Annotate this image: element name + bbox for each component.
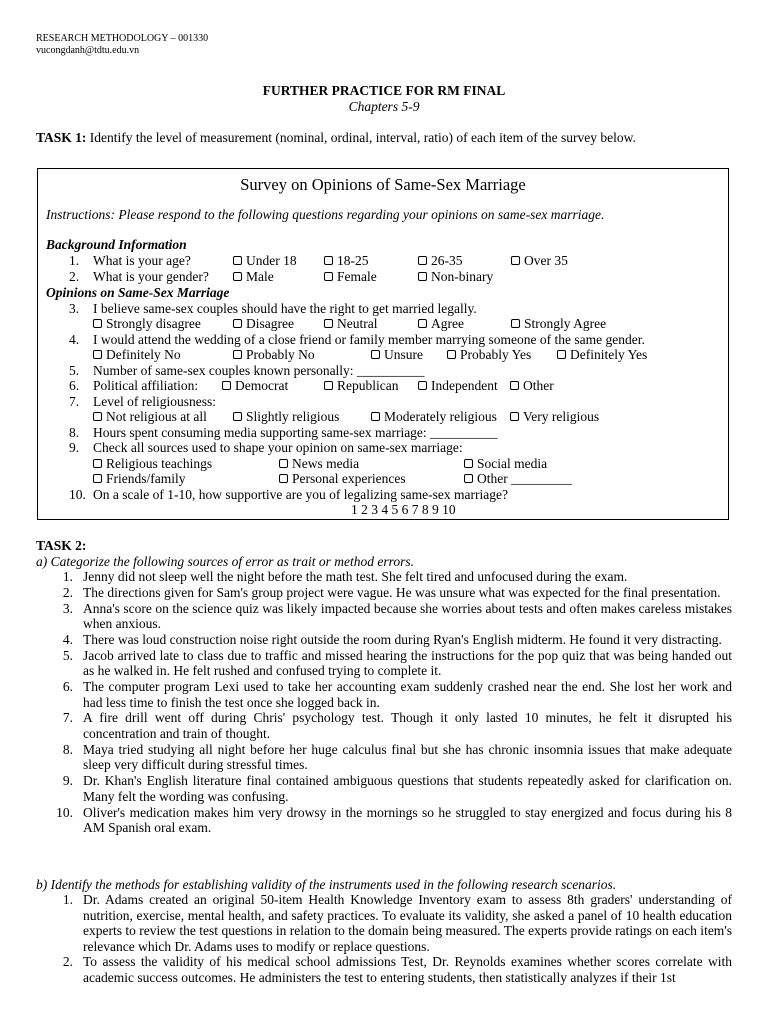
q2-option-label: Female [337, 269, 377, 284]
q9-option-label: Other _________ [477, 471, 572, 486]
q7-number: 7. [69, 394, 80, 409]
checkbox-icon [324, 272, 333, 281]
checkbox-icon [233, 272, 242, 281]
task2-part-b-heading: b) Identify the methods for establishing validity of the instruments used in the following research scenarios. [36, 877, 617, 892]
q1-text: What is your age? [93, 253, 191, 268]
q9-option-label: Personal experiences [292, 471, 406, 486]
list-item-text: Jenny did not sleep well the night before the math test. She felt tired and unfocused during the exam. [83, 569, 628, 584]
q4-option-label: Probably No [246, 347, 315, 362]
task1-instruction [36, 129, 636, 146]
list-item-text: Oliver's medication makes him very drowsy in the mornings so he struggled to stay energized and focus during his 8 AM Spanish oral exam. [83, 804, 732, 836]
q9-option-6[interactable] [464, 471, 572, 487]
q7-option-4[interactable] [510, 409, 599, 425]
q1-option-4[interactable] [511, 253, 568, 269]
q9-option-label: Religious teachings [106, 456, 213, 471]
q3-number: 3. [69, 301, 80, 316]
q7-option-1[interactable] [93, 409, 207, 425]
q3-option-label: Agree [431, 316, 464, 331]
list-item: 2. The directions given for Sam's group project were vague. He was unsure what was expected for the final presentation. [62, 584, 721, 600]
q2-option-label: Male [246, 269, 274, 284]
checkbox-icon [510, 412, 519, 421]
checkbox-icon [418, 256, 427, 265]
q3-option-2[interactable] [233, 316, 294, 332]
list-item: 3. Anna's score on the science quiz was likely impacted because she worries about tests and often makes careless mistakes when anxious. [62, 600, 732, 632]
q2-number: 2. [69, 269, 80, 284]
q7-option-label: Very religious [523, 409, 600, 424]
checkbox-icon [93, 412, 102, 421]
q3-option-4[interactable] [418, 316, 464, 332]
checkbox-icon [557, 350, 566, 359]
q6-option-label: Democrat [235, 378, 289, 393]
list-item-text: Anna's score on the science quiz was likely impacted because she worries about tests and often makes careless mistakes when anxious. [83, 600, 732, 632]
checkbox-icon [324, 381, 333, 390]
checkbox-icon [222, 381, 231, 390]
list-item: 7. A fire drill went off during Chris' psychology test. Though it only lasted 10 minutes, he felt it disrupted his concentration and train of thought. [62, 710, 732, 742]
part-a-list [36, 569, 732, 836]
document-subtitle: Chapters 5-9 [348, 99, 420, 114]
checkbox-icon [511, 319, 520, 328]
q9-number: 9. [69, 440, 80, 455]
survey-instructions [46, 207, 604, 223]
checkbox-icon [464, 474, 473, 483]
q2-option-3[interactable] [418, 269, 493, 285]
q5-number: 5. [69, 363, 80, 378]
q9-option-2[interactable] [279, 456, 359, 472]
q3-option-label: Neutral [337, 316, 378, 331]
list-item: 9. Dr. Khan's English literature final contained ambiguous questions that students repeatedly asked for clarification on. Many felt the wording was confusing. [62, 773, 732, 804]
checkbox-icon [371, 350, 380, 359]
q10-text: On a scale of 1-10, how supportive are you of legalizing same-sex marriage? [93, 487, 508, 502]
q4-option-2[interactable] [233, 347, 315, 363]
q9-option-label: News media [292, 456, 360, 471]
q9-option-4[interactable] [93, 471, 186, 487]
q6-option-3[interactable] [418, 378, 498, 394]
checkbox-icon [371, 412, 380, 421]
survey-title: Survey on Opinions of Same-Sex Marriage [240, 175, 526, 194]
list-item-text: There was loud construction noise right outside the room during Ryan's English midterm. He found it very distracting. [83, 631, 722, 647]
q10-scale[interactable]: 1 2 3 4 5 6 7 8 9 10 [351, 502, 456, 517]
q2-option-label: Non-binary [431, 269, 494, 284]
list-item-text: Dr. Adams created an original 50-item Health Knowledge Inventory exam to assess 8th graders' understanding of nutrition, exercise, mental health, and safety practices. To evaluate its validity, she asked a panel of 10 health education experts to review the test questions in relation to the domain being measured. The experts provide ratings on each item's relevance which Dr. Adams uses to modify or replace questions. [83, 892, 732, 954]
task1-text: Identify the level of measurement (nominal, ordinal, interval, ratio) of each item of the survey below. [86, 130, 636, 145]
q3-option-5[interactable] [511, 316, 606, 332]
q6-option-2[interactable] [324, 378, 398, 394]
checkbox-icon [93, 474, 102, 483]
q1-option-label: Over 35 [524, 253, 568, 268]
q3-text: I believe same-sex couples should have the right to get married legally. [93, 301, 477, 316]
q3-option-1[interactable] [93, 316, 201, 332]
q4-option-label: Unsure [384, 347, 423, 362]
q7-option-label: Slightly religious [246, 409, 340, 424]
checkbox-icon [233, 319, 242, 328]
list-item-text: Dr. Khan's English literature final contained ambiguous questions that students repeatedly asked for clarification on. Many felt the wording was confusing. [83, 773, 732, 804]
checkbox-icon [324, 256, 333, 265]
q2-option-2[interactable] [324, 269, 377, 285]
q4-option-label: Definitely No [106, 347, 181, 362]
q3-option-label: Disagree [246, 316, 294, 331]
author-email: vucongdanh@tdtu.edu.vn [36, 45, 140, 56]
q2-option-1[interactable] [233, 269, 274, 285]
list-item: 1. Dr. Adams created an original 50-item Health Knowledge Inventory exam to assess 8th graders' understanding of nutrition, exercise, mental health, and safety practices. To evaluate its validity, she asked a panel of 10 health education experts to review the test questions in relation to the domain being measured. The experts provide ratings on each item's relevance which Dr. Adams uses to modify or replace questions. [62, 892, 732, 954]
q1-option-label: 18-25 [337, 253, 369, 268]
list-item: 5. Jacob arrived late to class due to traffic and missed hearing the instructions for the pop quiz that was being handed out as he walked in. He felt rushed and confused trying to complete it. [62, 647, 732, 679]
checkbox-icon [464, 459, 473, 468]
q6-text: Political affiliation: [93, 378, 199, 393]
list-item: 10. Oliver's medication makes him very drowsy in the mornings so he struggled to stay energized and focus during his 8 AM Spanish oral exam. [56, 804, 732, 836]
q1-option-label: 26-35 [431, 253, 463, 268]
checkbox-icon [511, 256, 520, 265]
checkbox-icon [233, 256, 242, 265]
q9-option-5[interactable] [279, 471, 406, 487]
instructions-label: Instructions: [46, 207, 115, 222]
checkbox-icon [418, 272, 427, 281]
q4-option-1[interactable] [93, 347, 181, 363]
q1-option-2[interactable] [324, 253, 369, 269]
checkbox-icon [93, 319, 102, 328]
list-item: 4. There was loud construction noise right outside the room during Ryan's English midterm. He found it very distracting. [62, 631, 722, 647]
q4-text: I would attend the wedding of a close friend or family member marrying someone of the same gender. [93, 332, 645, 347]
q5-text[interactable]: Number of same-sex couples known personally: __________ [93, 363, 425, 378]
q4-number: 4. [69, 332, 80, 347]
list-item-text: Maya tried studying all night before her huge calculus final but she has chronic insomnia issues that make adequate sleep very difficult during stressful times. [83, 741, 732, 773]
q6-option-4[interactable] [510, 378, 554, 394]
q9-option-label: Social media [477, 456, 548, 471]
list-item: 8. Maya tried studying all night before her huge calculus final but she has chronic insomnia issues that make adequate sleep very difficult during stressful times. [62, 741, 732, 773]
q8-number: 8. [69, 425, 80, 440]
list-item-text: Jacob arrived late to class due to traffic and missed hearing the instructions for the pop quiz that was being handed out as he walked in. He felt rushed and confused trying to complete it. [83, 647, 732, 679]
q1-option-label: Under 18 [246, 253, 297, 268]
q1-option-1[interactable] [233, 253, 297, 269]
q2-text: What is your gender? [93, 269, 209, 284]
checkbox-icon [279, 459, 288, 468]
instructions-text: Please respond to the following questions regarding your opinions on same-sex marriage. [115, 207, 605, 222]
checkbox-icon [324, 319, 333, 328]
q1-number: 1. [69, 253, 80, 268]
course-header: RESEARCH METHODOLOGY – 001330 [36, 33, 209, 44]
task1-label: TASK 1: [36, 130, 87, 145]
q7-option-2[interactable] [233, 409, 339, 425]
survey-box [37, 168, 729, 520]
q7-option-3[interactable] [371, 409, 497, 425]
checkbox-icon [510, 381, 519, 390]
q6-option-label: Republican [337, 378, 399, 393]
checkbox-icon [418, 319, 427, 328]
list-item: 1. Jenny did not sleep well the night before the math test. She felt tired and unfocused during the exam. [62, 569, 628, 584]
q4-option-label: Definitely Yes [570, 347, 648, 362]
list-item-text: The computer program Lexi used to take her accounting exam suddenly crashed near the end. She lost her work and had less time to finish the test once she logged back in. [83, 679, 732, 710]
q3-option-3[interactable] [324, 316, 377, 332]
q4-option-label: Probably Yes [460, 347, 532, 362]
task2-part-a-heading: a) Categorize the following sources of error as trait or method errors. [36, 554, 414, 569]
q6-number: 6. [69, 378, 80, 393]
q8-text[interactable]: Hours spent consuming media supporting same-sex marriage: __________ [93, 425, 498, 440]
q3-option-label: Strongly Agree [524, 316, 607, 331]
q1-option-3[interactable] [418, 253, 463, 269]
checkbox-icon [93, 459, 102, 468]
list-item: 2. To assess the validity of his medical school admissions Test, Dr. Reynolds examines whether scores correlate with academic success outcomes. He administers the test to entering students, then statistically analyzes if their 1st [62, 954, 732, 985]
list-item-text: The directions given for Sam's group project were vague. He was unsure what was expected for the final presentation. [83, 584, 721, 600]
q9-text: Check all sources used to shape your opinion on same-sex marriage: [93, 440, 463, 455]
checkbox-icon [447, 350, 456, 359]
checkbox-icon [233, 350, 242, 359]
checkbox-icon [279, 474, 288, 483]
q4-option-4[interactable] [447, 347, 531, 363]
q6-option-1[interactable] [222, 378, 288, 394]
q4-option-3[interactable] [371, 347, 423, 363]
q7-text: Level of religiousness: [93, 394, 216, 409]
q9-option-3[interactable] [464, 456, 547, 472]
q9-option-label: Friends/family [106, 471, 186, 486]
q9-option-1[interactable] [93, 456, 212, 472]
document-title: FURTHER PRACTICE FOR RM FINAL [262, 83, 506, 98]
q6-option-label: Independent [431, 378, 498, 393]
checkbox-icon [418, 381, 427, 390]
task2-label: TASK 2: [36, 538, 87, 553]
checkbox-icon [93, 350, 102, 359]
list-item-text: A fire drill went off during Chris' psychology test. Though it only lasted 10 minutes, he felt it disrupted his concentration and train of thought. [83, 710, 732, 742]
q3-option-label: Strongly disagree [106, 316, 201, 331]
q10-number: 10. [69, 487, 86, 502]
background-heading: Background Information [46, 237, 187, 252]
part-b-list [36, 892, 732, 986]
list-item-text: To assess the validity of his medical school admissions Test, Dr. Reynolds examines whether scores correlate with academic success outcomes. He administers the test to entering students, then statistically analyzes if their 1st [83, 954, 732, 985]
list-item: 6. The computer program Lexi used to take her accounting exam suddenly crashed near the end. She lost her work and had less time to finish the test once she logged back in. [62, 679, 732, 710]
opinions-heading: Opinions on Same-Sex Marriage [46, 285, 230, 300]
q7-option-label: Not religious at all [106, 409, 207, 424]
checkbox-icon [233, 412, 242, 421]
q6-option-label: Other [523, 378, 554, 393]
q4-option-5[interactable] [557, 347, 647, 363]
q7-option-label: Moderately religious [384, 409, 497, 424]
